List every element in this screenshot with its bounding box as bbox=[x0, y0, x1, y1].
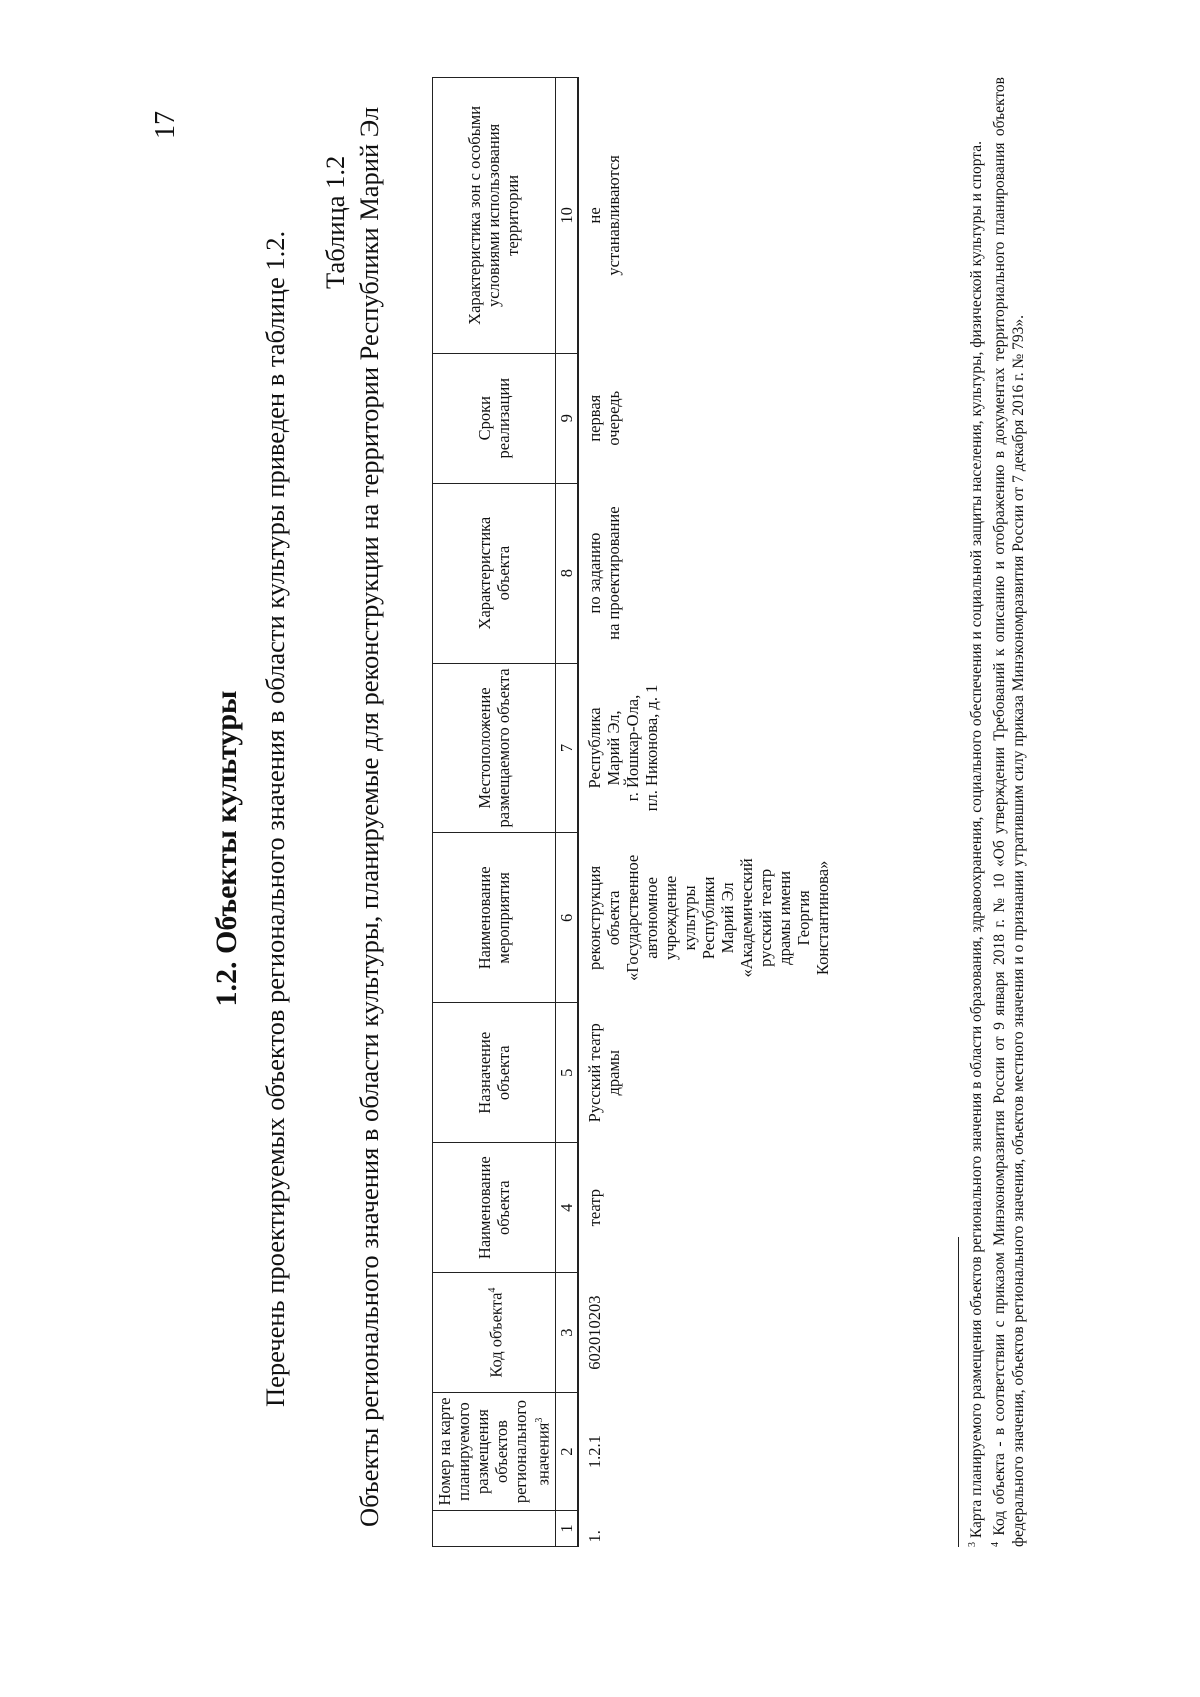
header-label: Код объекта bbox=[486, 1292, 505, 1378]
header-event-name: Наименование мероприятия bbox=[433, 833, 556, 1003]
row-map-number: 1.2.1 bbox=[584, 1435, 604, 1469]
column-number: 6 bbox=[555, 833, 578, 1003]
row-terms: первая очередь bbox=[584, 390, 623, 446]
column-number: 3 bbox=[555, 1273, 578, 1393]
column-number: 7 bbox=[555, 663, 578, 833]
header-object-name: Наименование объекта bbox=[433, 1143, 556, 1273]
table-number: Таблица 1.2 bbox=[320, 155, 350, 289]
footnote-text: Код объекта - в соответствии с приказом Минэкономразвития России от 9 января 2018 г. № 10 «Об утверждении Требований к описанию и отображению в документах территориального планирования объектов федерального значения, объектов регионального значения, объектов местного значения и о признании утратившим силу приказа Минэкономразвития России от 7 декабря 2016 г. № 793». bbox=[991, 77, 1028, 1547]
header-object-characteristic: Характеристика объекта bbox=[433, 483, 556, 663]
row-object-purpose: Русский театр драмы bbox=[584, 1023, 623, 1123]
column-number: 9 bbox=[555, 353, 578, 483]
row-event-name: реконструкция объекта «Государственное автономное учреждение культуры Республики Марий Эл «Академический русский театр драмы имени Георгия Константинова» bbox=[584, 854, 832, 982]
footnote-ref: 4 bbox=[486, 1287, 498, 1293]
page-number: 17 bbox=[150, 111, 181, 139]
intro-paragraph: Перечень проектируемых объектов регионального значения в области культуры приведен в таблице 1.2. bbox=[260, 230, 290, 1407]
footnote-4 bbox=[986, 77, 1028, 1547]
table-title: Объекты регионального значения в области культуры, планируемые для реконструкции на территории Республики Марий Эл bbox=[354, 106, 384, 1527]
header-cell bbox=[433, 1511, 556, 1547]
row-object-code: 602010203 bbox=[584, 1295, 604, 1370]
column-number-row bbox=[555, 78, 578, 1547]
footnote-mark: 4 bbox=[990, 1542, 1002, 1547]
row-location: Республика Марий Эл, г. Йошкар-Ола, пл. Никонова, д. 1 bbox=[584, 684, 661, 812]
footnote-divider bbox=[958, 1237, 959, 1547]
column-number: 2 bbox=[555, 1393, 578, 1511]
header-zones: Характеристика зон с особыми условиями использования территории bbox=[433, 78, 556, 354]
column-number: 5 bbox=[555, 1003, 578, 1143]
header-object-code bbox=[433, 1273, 556, 1393]
header-terms: Сроки реализации bbox=[433, 353, 556, 483]
footnote-text: Карта планируемого размещения объектов регионального значения в области образования, здравоохранения, социального обеспечения и социальной защиты населения, культуры, физической культуры и спорта. bbox=[968, 141, 986, 1539]
row-object-characteristic: по заданию на проектирование bbox=[584, 506, 623, 640]
header-location: Местоположение размещаемого объекта bbox=[433, 663, 556, 833]
row-zones: не устанавливаются bbox=[584, 155, 623, 276]
header-label: Номер на карте планируемого размещения объектов регионального значения bbox=[435, 1397, 553, 1506]
culture-objects-table bbox=[432, 77, 834, 1547]
column-number: 8 bbox=[555, 483, 578, 663]
footnotes bbox=[963, 77, 1028, 1547]
footnote-ref: 3 bbox=[534, 1417, 545, 1423]
footnote-3 bbox=[963, 77, 986, 1547]
table-row bbox=[578, 78, 834, 1547]
column-number: 10 bbox=[555, 78, 578, 354]
column-number: 4 bbox=[555, 1143, 578, 1273]
row-index: 1. bbox=[584, 1530, 604, 1543]
row-object-name: театр bbox=[584, 1189, 604, 1227]
section-heading: 1.2. Объекты культуры bbox=[210, 690, 243, 1007]
header-object-purpose: Назначение объекта bbox=[433, 1003, 556, 1143]
table-header-row bbox=[433, 78, 556, 1547]
header-map-number bbox=[433, 1393, 556, 1511]
footnote-mark: 3 bbox=[967, 1542, 978, 1547]
column-number: 1 bbox=[555, 1511, 578, 1547]
